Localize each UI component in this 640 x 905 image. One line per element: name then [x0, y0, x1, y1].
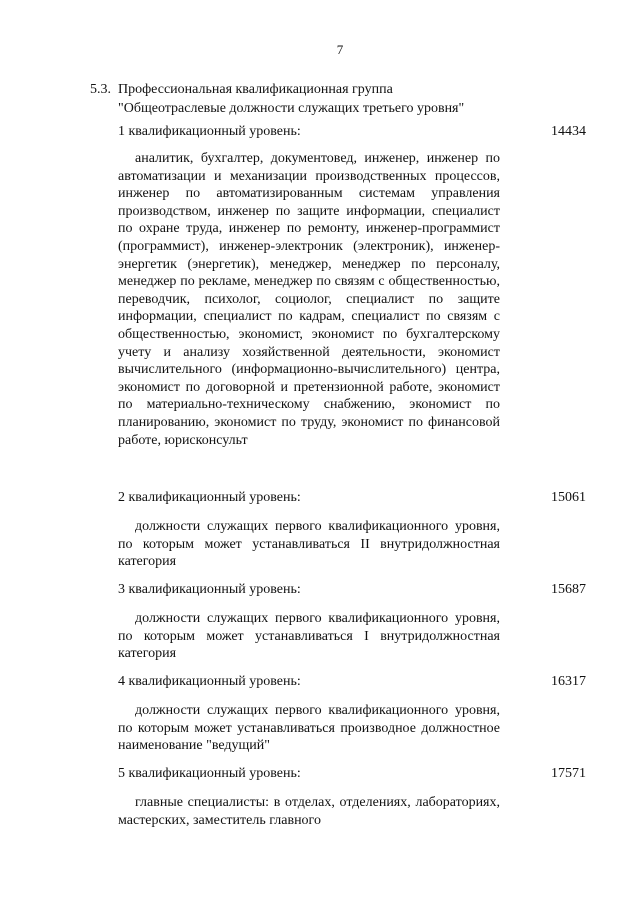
level-4-description: должности служащих первого квалификационного уровня, по которым может устанавливаться производное должностное наименование "ведущий"	[118, 703, 500, 754]
section-title-line-2: "Общеотраслевые должности служащих третьего уровня"	[118, 101, 465, 116]
level-5-row	[118, 766, 586, 786]
level-1-description: аналитик, бухгалтер, документовед, инженер, инженер по автоматизации и механизации производственных процессов, инженер по автоматизированным системам управления производством, инженер по защите информации, специалист по охране труда, инженер по ремонту, инженер-программист (программист), инженер-электроник (электроник), инженер-энергетик (энергетик), менеджер, менеджер по персоналу, менеджер по рекламе, менеджер по связям с общественностью, переводчик, психолог, социолог, специалист по защите информации, специалист по кадрам, специалист по связям с общественностью, экономист, экономист по бухгалтерскому учету и анализу хозяйственной деятельности, экономист вычислительного (информационно-вычислительного) центра, экономист по договорной и претензионной работе, экономист по материально-техническому снабжению, экономист по планированию, экономист по труду, экономист по финансовой работе, юрисконсульт	[118, 151, 500, 448]
level-salary: 16317	[551, 674, 586, 689]
level-label: 2 квалификационный уровень:	[118, 490, 301, 505]
level-3-row	[118, 582, 586, 602]
level-label: 3 квалификационный уровень:	[118, 582, 301, 597]
level-salary: 17571	[551, 766, 586, 781]
level-label: 5 квалификационный уровень:	[118, 766, 301, 781]
level-salary: 15061	[551, 490, 586, 505]
level-1-row	[118, 124, 586, 144]
level-3-description: должности служащих первого квалификационного уровня, по которым может устанавливаться I внутридолжностная категория	[118, 611, 500, 662]
section-number: 5.3.	[90, 82, 111, 97]
level-2-row	[118, 490, 586, 510]
section-title	[118, 80, 538, 118]
level-4-row	[118, 674, 586, 694]
level-2-description: должности служащих первого квалификационного уровня, по которым может устанавливаться II внутридолжностная категория	[118, 519, 500, 570]
level-salary: 15687	[551, 582, 586, 597]
section-title-line-1: Профессиональная квалификационная группа	[118, 82, 393, 97]
level-5-description: главные специалисты: в отделах, отделениях, лабораториях, мастерских, заместитель главного	[118, 795, 500, 828]
level-label: 4 квалификационный уровень:	[118, 674, 301, 689]
page-number: 7	[336, 42, 344, 57]
level-label: 1 квалификационный уровень:	[118, 124, 301, 139]
level-salary: 14434	[551, 124, 586, 139]
